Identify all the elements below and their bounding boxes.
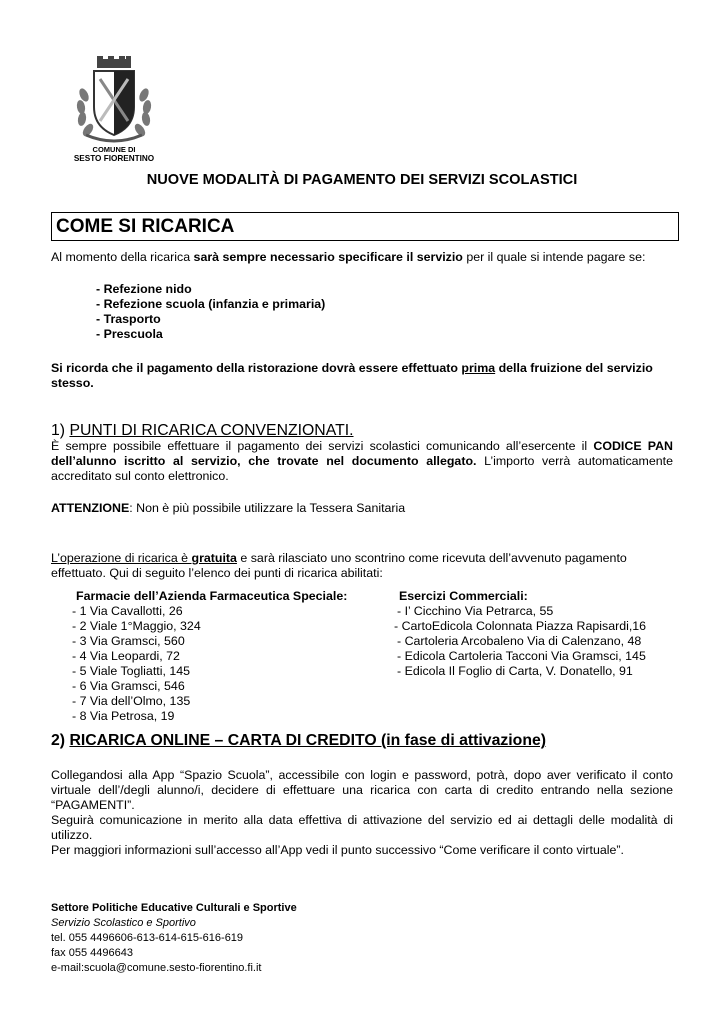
reminder-text-end: della fruizione del servizio stesso. (51, 361, 653, 390)
document-title: NUOVE MODALITÀ DI PAGAMENTO DEI SERVIZI SCOLASTICI (146, 172, 578, 188)
list-item: - 4 Via Leopardi, 72 (72, 649, 180, 663)
attention-label: ATTENZIONE (51, 501, 130, 515)
pharmacies-title: Farmacie dell’Azienda Farmaceutica Speciale: (76, 589, 348, 603)
list-item: - Edicola Cartoleria Tacconi Via Gramsci, 145 (397, 649, 646, 663)
footer-contacts (51, 901, 673, 976)
section1-bold-text: CODICE PAN dell’alunno iscritto al servizio, che trovate nel documento allegato. (51, 439, 674, 468)
operation-free-text: gratuita (191, 551, 237, 565)
intro-paragraph (51, 250, 673, 265)
section2-text-2: Seguirà comunicazione in merito alla data effettiva di attivazione del servizio ed ai dettagli delle modalità di utilizzo. (51, 813, 673, 842)
list-item: - Prescuola (96, 327, 163, 341)
footer-service: Servizio Scolastico e Sportivo (51, 917, 196, 929)
list-item: - 5 Viale Togliatti, 145 (72, 664, 191, 678)
operation-paragraph (51, 551, 673, 581)
footer-email: e-mail:scuola@comune.sesto-fiorentino.fi.it (51, 962, 262, 974)
list-item: - 2 Viale 1°Maggio, 324 (72, 619, 201, 633)
section-title: COME SI RICARICA (56, 216, 235, 237)
section1-number: 1) (51, 422, 70, 439)
intro-text-end: per il quale si intende pagare se: (462, 250, 646, 264)
section2-text-1: Collegandosi alla App “Spazio Scuola”, accessibile con login e password, potrà, dopo aver verificato il conto virtuale dell’/degli alunno/i, decidere di effettuare una ricarica con carta di credito entrando nella sezione “PAGAMENTI”. (51, 768, 673, 812)
section2-paragraph (51, 768, 673, 858)
list-item: - 8 Via Petrosa, 19 (72, 709, 175, 723)
footer-office: Settore Politiche Educative Culturali e Sportive (51, 902, 297, 914)
pharmacies-column (72, 589, 347, 724)
list-item: - 1 Via Cavallotti, 26 (72, 604, 183, 618)
reminder-paragraph (51, 361, 673, 391)
intro-bold-text: sarà sempre necessario specificare il servizio (193, 250, 463, 264)
attention-note (51, 501, 673, 516)
attention-text: : Non è più possibile utilizzare la Tessera Sanitaria (129, 501, 406, 515)
shops-title: Esercizi Commerciali: (399, 589, 528, 603)
section2-heading-text: RICARICA ONLINE – CARTA DI CREDITO (in fase di attivazione) (69, 732, 547, 749)
coat-of-arms-icon (70, 55, 158, 163)
intro-text: Al momento della ricarica (51, 250, 194, 264)
list-item: - CartoEdicola Colonnata Piazza Rapisardi,16 (394, 619, 647, 633)
list-item: - 6 Via Gramsci, 546 (72, 679, 185, 693)
section1-heading (51, 421, 673, 440)
list-item: - Trasporto (96, 312, 161, 326)
section2-number: 2) (51, 732, 70, 749)
list-item: - I’ Cicchino Via Petrarca, 55 (397, 604, 554, 618)
section1-text: È sempre possibile effettuare il pagamento dei servizi scolastici comunicando all’esercente il (51, 439, 594, 453)
shops-column (394, 589, 646, 679)
crest-line1: COMUNE DI (92, 145, 136, 154)
services-list (51, 282, 673, 342)
section2-text-3: Per maggiori informazioni sull’accesso all’App vedi il punto successivo “Come verificare il conto virtuale”. (51, 843, 624, 857)
operation-text: e sarà rilasciato uno scontrino come ricevuta dell’avvenuto pagamento effettuato. Qui di seguito l’elenco dei punti di ricarica abilitati: (51, 551, 627, 580)
section1-heading-text: PUNTI DI RICARICA CONVENZIONATI. (69, 422, 354, 439)
reminder-text: Si ricorda che il pagamento della ristorazione dovrà essere effettuato (51, 361, 462, 375)
section-title-box (51, 212, 679, 241)
section1-text-end: L’importo verrà automaticamente accreditato sul conto elettronico. (51, 454, 673, 483)
list-item: - Cartoleria Arcobaleno Via di Calenzano, 48 (397, 634, 642, 648)
list-item: - Refezione scuola (infanzia e primaria) (96, 297, 326, 311)
footer-fax: fax 055 4496643 (51, 947, 133, 959)
section2-heading (51, 731, 673, 750)
list-item: - Edicola Il Foglio di Carta, V. Donatello, 91 (397, 664, 633, 678)
reminder-underlined: prima (461, 361, 496, 375)
list-item: - 7 Via dell’Olmo, 135 (72, 694, 191, 708)
municipal-crest-logo (70, 55, 158, 163)
crest-line2: SESTO FIORENTINO (73, 154, 155, 163)
footer-phone: tel. 055 4496606-613-614-615-616-619 (51, 932, 244, 944)
list-item: - 3 Via Gramsci, 560 (72, 634, 185, 648)
list-item: - Refezione nido (96, 282, 192, 296)
operation-underlined: L’operazione di ricarica è (51, 551, 192, 565)
section1-paragraph (51, 439, 673, 484)
